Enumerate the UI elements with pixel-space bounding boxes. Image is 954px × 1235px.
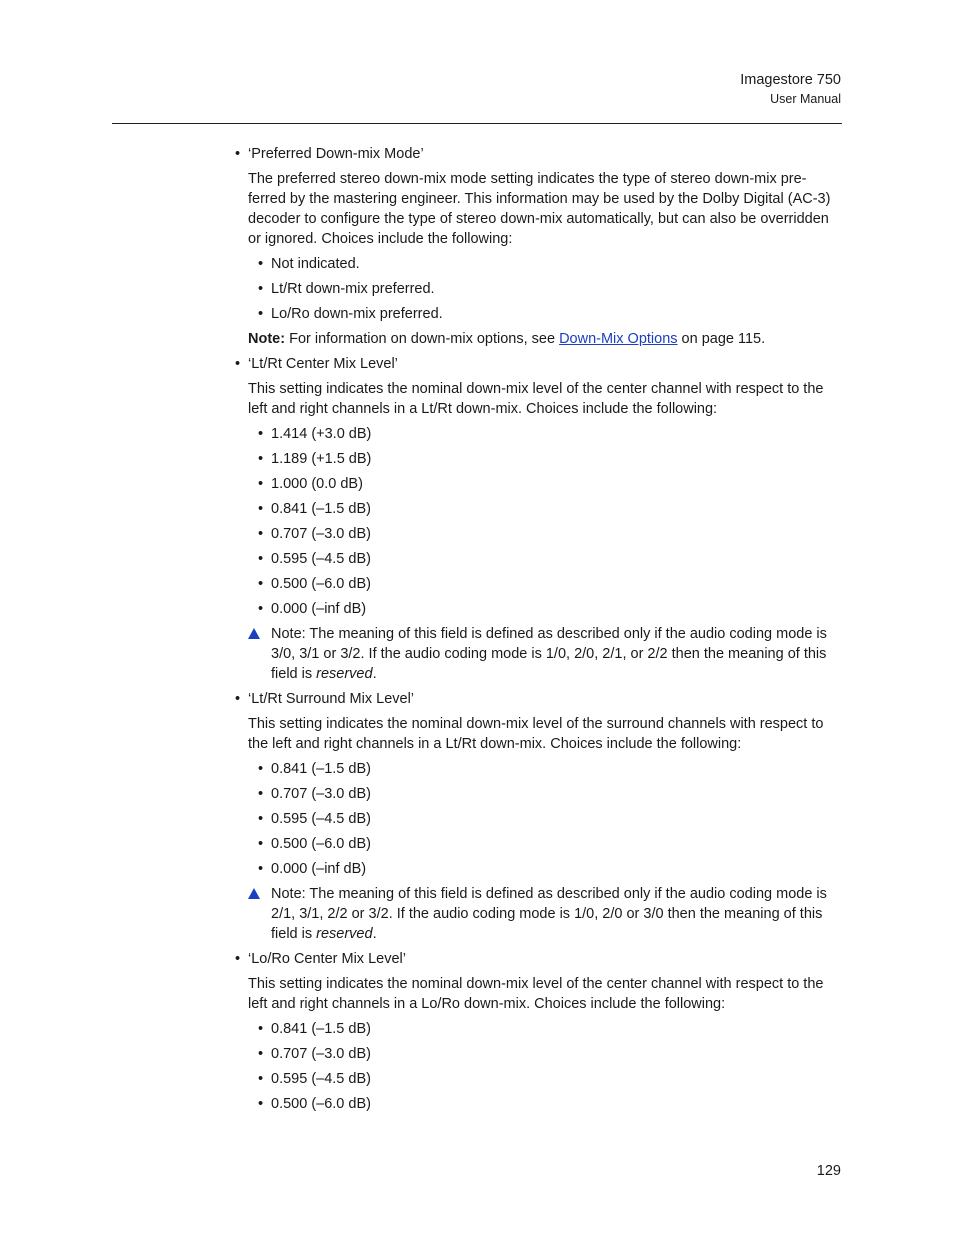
document-subtitle: User Manual: [770, 92, 841, 106]
description-line: left and right channels in a Lt/Rt down-mix. Choices include the following:: [248, 401, 718, 417]
choice-item: • 0.500 (–6.0 dB): [0, 1094, 954, 1114]
warning-text: field is: [271, 666, 317, 682]
warning-line: 2/1, 3/1, 2/2 or 3/2. If the audio coding mode is 1/0, 2/0 or 3/0 then the meaning of this: [271, 906, 823, 922]
downmix-options-link[interactable]: Down-Mix Options: [559, 331, 678, 347]
choice-item: • 0.500 (–6.0 dB): [0, 834, 954, 854]
setting-description: [0, 379, 954, 419]
choice-item: • 0.000 (–inf dB): [0, 599, 954, 619]
choice-item: • 0.595 (–4.5 dB): [0, 809, 954, 829]
description-line: decoder to configure the type of stereo down-mix automatically, but can also be overridden: [248, 211, 829, 227]
description-line: This setting indicates the nominal down-mix level of the surround channels with respect to: [248, 716, 824, 732]
warning-note: [0, 624, 954, 684]
page-content: [0, 144, 954, 1119]
warning-text: .: [372, 926, 377, 942]
setting-preferred-downmix-mode: • ‘Preferred Down-mix Mode’: [0, 144, 954, 164]
choice-item: • 0.841 (–1.5 dB): [0, 1019, 954, 1039]
document-title: Imagestore 750: [740, 72, 841, 88]
choice-item: • Not indicated.: [0, 254, 954, 274]
setting-description: [0, 714, 954, 754]
warning-line: [271, 924, 842, 944]
description-line: ferred by the mastering engineer. This information may be used by the Dolby Digital (AC-3): [248, 191, 831, 207]
choice-item: • 0.841 (–1.5 dB): [0, 499, 954, 519]
page-number: 129: [816, 1163, 841, 1179]
choice-item: • 1.414 (+3.0 dB): [0, 424, 954, 444]
warning-text: .: [372, 666, 377, 682]
description-line: or ignored. Choices include the following:: [248, 231, 513, 247]
warning-emphasis: reserved: [316, 666, 373, 682]
warning-triangle-icon: [248, 888, 260, 899]
description-line: the left and right channels in a Lt/Rt down-mix. Choices include the following:: [248, 736, 742, 752]
warning-line: 3/0, 3/1 or 3/2. If the audio coding mode is 1/0, 2/0, 2/1, or 2/2 then the meaning of this: [271, 646, 827, 662]
description-line: left and right channels in a Lo/Ro down-mix. Choices include the following:: [248, 996, 726, 1012]
choice-item: • 0.707 (–3.0 dB): [0, 524, 954, 544]
setting-ltrt-center-mix-level: • ‘Lt/Rt Center Mix Level’: [0, 354, 954, 374]
choice-item: • 1.000 (0.0 dB): [0, 474, 954, 494]
note-label: Note:: [248, 331, 286, 347]
warning-text: field is: [271, 926, 317, 942]
warning-note: [0, 884, 954, 944]
choice-item: • Lo/Ro down-mix preferred.: [0, 304, 954, 324]
choice-item: • 1.189 (+1.5 dB): [0, 449, 954, 469]
choice-item: • 0.595 (–4.5 dB): [0, 549, 954, 569]
warning-line: Note: The meaning of this field is defined as described only if the audio coding mode is: [271, 626, 827, 642]
description-line: This setting indicates the nominal down-mix level of the center channel with respect to the: [248, 976, 824, 992]
choice-item: • 0.707 (–3.0 dB): [0, 1044, 954, 1064]
note-text: For information on down-mix options, see: [285, 331, 560, 347]
setting-description: [0, 974, 954, 1014]
setting-ltrt-surround-mix-level: • ‘Lt/Rt Surround Mix Level’: [0, 689, 954, 709]
header-rule: [112, 123, 842, 124]
warning-emphasis: reserved: [316, 926, 373, 942]
choice-item: • 0.000 (–inf dB): [0, 859, 954, 879]
setting-loro-center-mix-level: • ‘Lo/Ro Center Mix Level’: [0, 949, 954, 969]
choice-item: • 0.707 (–3.0 dB): [0, 784, 954, 804]
page-header: [740, 70, 841, 108]
choice-item: • 0.841 (–1.5 dB): [0, 759, 954, 779]
choice-item: • 0.500 (–6.0 dB): [0, 574, 954, 594]
downmix-note: [0, 329, 954, 349]
choice-item: • 0.595 (–4.5 dB): [0, 1069, 954, 1089]
warning-line: Note: The meaning of this field is defined as described only if the audio coding mode is: [271, 886, 827, 902]
warning-triangle-icon: [248, 628, 260, 639]
warning-line: [271, 664, 842, 684]
description-line: This setting indicates the nominal down-mix level of the center channel with respect to the: [248, 381, 824, 397]
setting-description: [0, 169, 954, 249]
note-text: on page 115.: [677, 331, 766, 347]
choice-item: • Lt/Rt down-mix preferred.: [0, 279, 954, 299]
description-line: The preferred stereo down-mix mode setting indicates the type of stereo down-mix pre-: [248, 171, 807, 187]
